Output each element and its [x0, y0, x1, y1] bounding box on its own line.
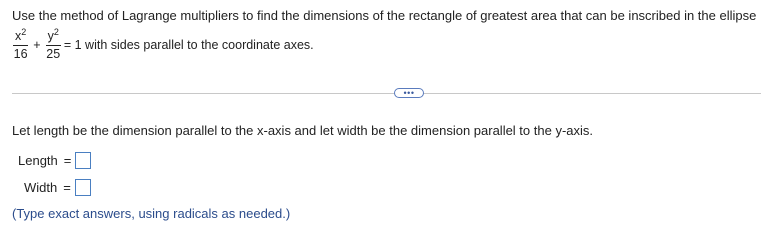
length-label: Length: [18, 153, 58, 168]
term2-numerator: y: [47, 29, 54, 43]
term2-exponent: 2: [53, 27, 59, 37]
question-text: Use the method of Lagrange multipliers to find the dimensions of the rectangle of greatest area that can be inscribed in the ellipse: [12, 8, 757, 23]
width-equals-sign: =: [63, 180, 71, 195]
fraction-x-squared-over-16: [13, 29, 28, 61]
plus-sign: +: [33, 38, 41, 52]
term2-denominator: 25: [46, 47, 61, 61]
length-answer-row: [18, 152, 91, 169]
length-answer-input[interactable]: [75, 152, 91, 169]
length-equals-sign: =: [63, 153, 72, 168]
equation-rest-text: = 1 with sides parallel to the coordinate axes.: [63, 38, 314, 52]
term1-denominator: 16: [13, 47, 28, 61]
section-divider: [12, 93, 761, 94]
ellipse-equation: [12, 28, 314, 62]
width-answer-input[interactable]: [75, 179, 91, 196]
instruction-text: Let length be the dimension parallel to the x-axis and let width be the dimension parallel to the y-axis.: [12, 123, 594, 138]
term1-exponent: 2: [21, 27, 27, 37]
width-answer-row: [24, 179, 91, 196]
width-label: Width: [24, 180, 58, 195]
fraction-y-squared-over-25: [46, 29, 61, 61]
term1-numerator: x: [15, 29, 22, 43]
expand-more-button[interactable]: •••: [394, 88, 424, 98]
answer-format-hint: (Type exact answers, using radicals as needed.): [12, 206, 291, 221]
